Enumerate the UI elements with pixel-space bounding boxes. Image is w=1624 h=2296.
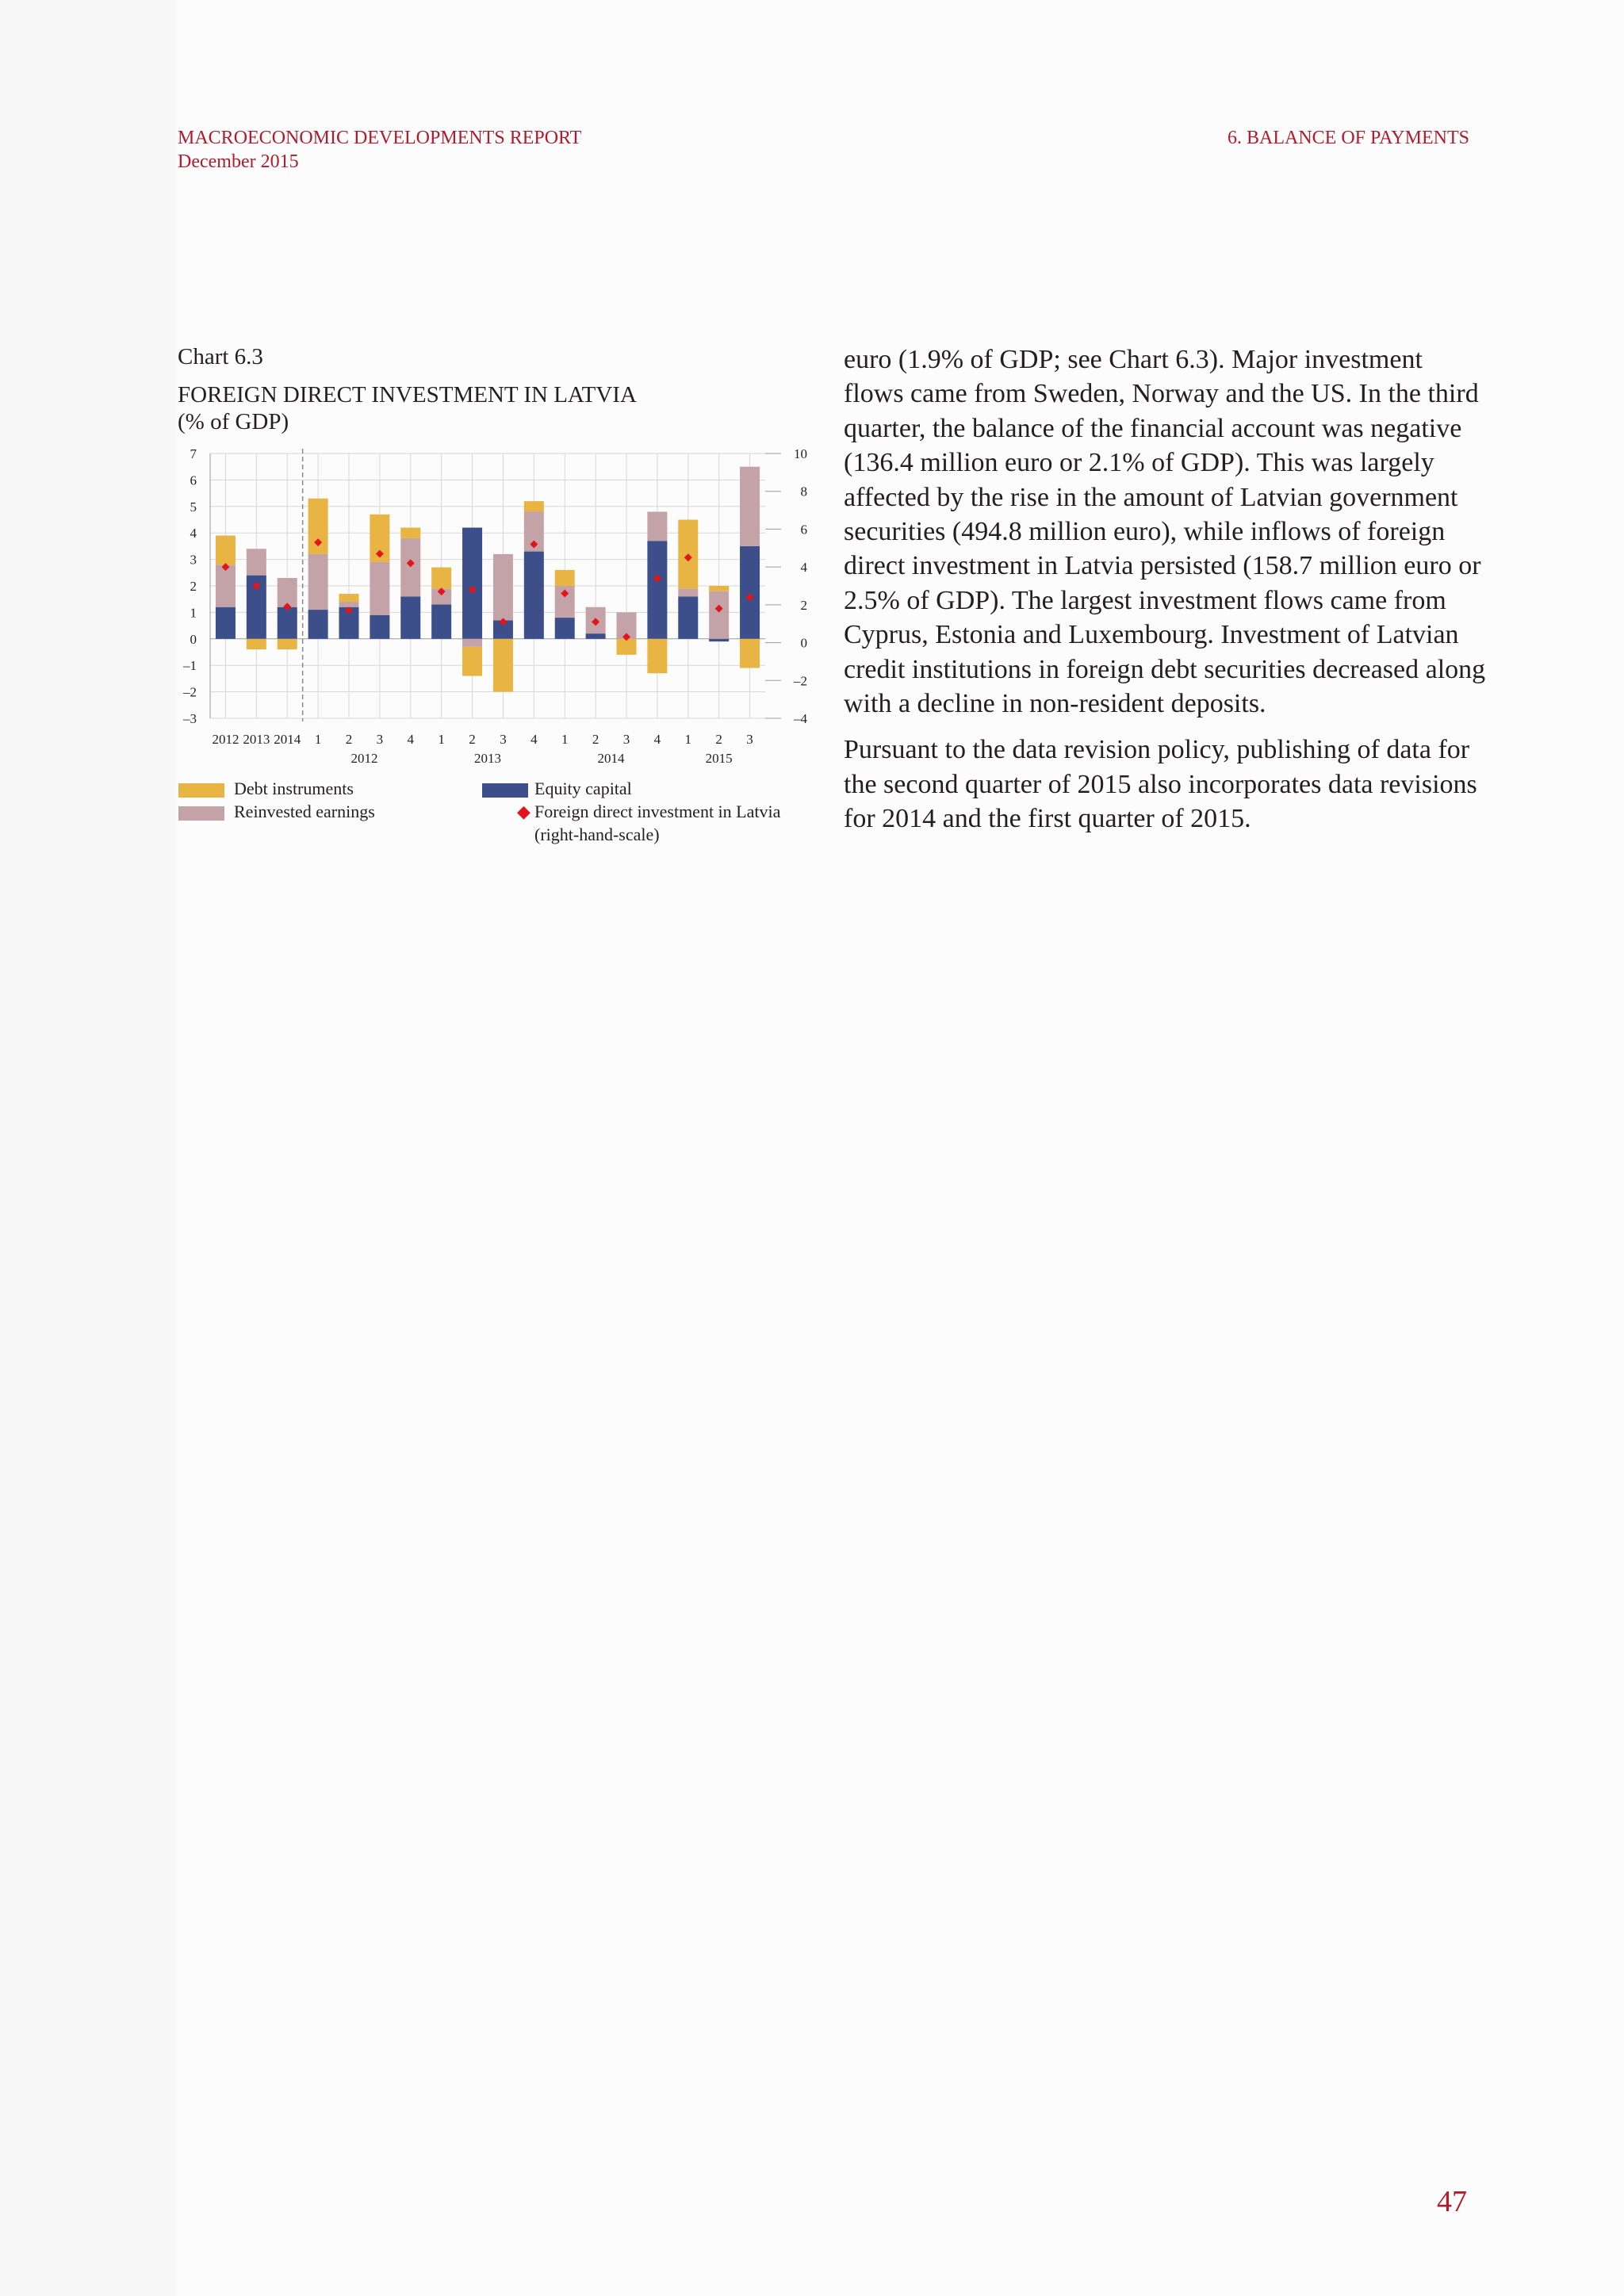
bar-debt-instruments: [431, 568, 451, 589]
bar-debt-instruments: [709, 586, 729, 591]
bar-reinvested-earnings: [493, 554, 513, 621]
right-tick-label: –2: [794, 673, 807, 689]
left-tick-label: –1: [183, 658, 197, 674]
legend-swatch-equity: [482, 783, 528, 798]
legend-swatch-debt: [178, 783, 224, 798]
legend-equity: Equity capital: [534, 779, 632, 798]
right-tick-label: 2: [800, 597, 807, 613]
bar-reinvested-earnings: [247, 549, 266, 575]
category-label: 2: [469, 732, 476, 747]
right-tick-label: 4: [800, 560, 807, 576]
bar-debt-instruments: [647, 639, 667, 673]
bar-reinvested-earnings: [308, 554, 328, 610]
bar-reinvested-earnings: [647, 511, 667, 541]
bar-equity-capital: [524, 552, 544, 639]
bar-debt-instruments: [555, 570, 575, 586]
bar-reinvested-earnings: [339, 602, 359, 607]
bar-debt-instruments: [462, 647, 482, 676]
bar-debt-instruments: [524, 501, 544, 511]
bar-debt-instruments: [247, 639, 266, 649]
right-tick-label: 10: [794, 446, 807, 461]
left-tick-label: 7: [190, 446, 197, 461]
category-label: 3: [376, 732, 384, 747]
bar-debt-instruments: [216, 536, 236, 565]
chart-unit: (% of GDP): [178, 409, 289, 434]
page-number: 47: [1437, 2185, 1467, 2218]
legend-fdi: Foreign direct investment in Latvia: [534, 802, 781, 821]
bar-equity-capital: [278, 607, 297, 639]
category-label: 1: [684, 732, 692, 747]
bar-reinvested-earnings: [740, 467, 760, 546]
bar-equity-capital: [678, 596, 698, 638]
bar-debt-instruments: [617, 639, 637, 655]
report-title: MACROECONOMIC DEVELOPMENTS REPORT: [178, 128, 582, 148]
bar-debt-instruments: [493, 639, 513, 692]
right-tick-label: 0: [800, 635, 807, 651]
category-label: 3: [746, 732, 753, 747]
left-tick-label: 5: [190, 499, 197, 515]
left-tick-label: 0: [190, 631, 197, 647]
bar-equity-capital: [586, 633, 606, 639]
right-tick-label: 6: [800, 522, 807, 538]
legend-diamond-icon: ◆: [517, 802, 530, 821]
bar-reinvested-earnings: [678, 588, 698, 596]
bar-debt-instruments: [400, 528, 420, 538]
bar-equity-capital: [462, 528, 482, 639]
left-tick-label: 6: [190, 473, 197, 488]
bar-equity-capital: [740, 546, 760, 639]
bar-reinvested-earnings: [709, 591, 729, 639]
bar-equity-capital: [709, 639, 729, 641]
bar-equity-capital: [647, 541, 667, 639]
bar-equity-capital: [555, 618, 575, 639]
bar-reinvested-earnings: [400, 538, 420, 596]
bar-equity-capital: [216, 607, 236, 639]
bar-reinvested-earnings: [370, 562, 389, 615]
bar-reinvested-earnings: [462, 639, 482, 647]
paragraph-2: Pursuant to the data revision policy, publishing of data for the second quarter of 2015 also incorporates data revisions for 2014 and the first quarter of 2015.: [844, 735, 1477, 834]
bar-equity-capital: [400, 596, 420, 638]
running-header-left: [178, 126, 581, 174]
legend-reinvested: Reinvested earnings: [234, 802, 375, 821]
legend-fdi-scale: (right-hand-scale): [534, 825, 660, 844]
bar-debt-instruments: [740, 639, 760, 668]
year-group-label: 2015: [705, 751, 733, 766]
report-date: December 2015: [178, 151, 299, 172]
paragraph-1: euro (1.9% of GDP; see Chart 6.3). Major investment flows came from Sweden, Norway and the US. In the third quarter, the balance of the financial account was negative (136.4 million euro or 2.1% of GDP). This was largely affected by the rise in the amount of Latvian government securities (494.8 million euro), while inflows of foreign direct investment in Latvia persisted (158.7 million euro or 2.5% of GDP). The largest investment flows came from Cyprus, Estonia and Luxembourg. Investment of Latvian credit institutions in foreign debt securities decreased along with a decline in non-resident deposits.: [844, 345, 1486, 719]
category-label: 2: [345, 732, 353, 747]
category-label: 4: [653, 732, 661, 747]
bar-equity-capital: [370, 615, 389, 639]
chart-number: Chart 6.3: [178, 344, 263, 369]
bar-reinvested-earnings: [278, 578, 297, 607]
left-tick-label: 2: [190, 579, 197, 594]
category-label: 3: [622, 732, 630, 747]
left-tick-label: 4: [190, 526, 197, 541]
chart-title: FOREIGN DIRECT INVESTMENT IN LATVIA: [178, 382, 637, 408]
left-tick-label: 1: [190, 605, 197, 621]
category-label: 3: [500, 732, 507, 747]
left-tick-label: –3: [183, 711, 197, 726]
legend-swatch-reinvested: [178, 806, 224, 821]
left-tick-label: 3: [190, 552, 197, 568]
fdi-chart: [167, 436, 825, 769]
category-label: 1: [561, 732, 569, 747]
category-label: 2: [715, 732, 722, 747]
category-label: 1: [314, 732, 322, 747]
bar-equity-capital: [431, 604, 451, 638]
category-label: 2012: [212, 732, 239, 747]
category-label: 2014: [274, 732, 301, 747]
left-tick-label: –2: [183, 684, 197, 700]
section-title: 6. BALANCE OF PAYMENTS: [1228, 128, 1469, 148]
bar-equity-capital: [308, 610, 328, 639]
category-label: 2: [592, 732, 599, 747]
year-group-label: 2014: [597, 751, 625, 766]
body-text: [844, 342, 1486, 848]
category-label: 2013: [243, 732, 270, 747]
category-label: 4: [407, 732, 415, 747]
category-label: 1: [438, 732, 445, 747]
right-tick-label: 8: [800, 484, 807, 499]
year-group-label: 2013: [474, 751, 501, 766]
year-group-label: 2012: [350, 751, 378, 766]
bar-debt-instruments: [339, 594, 359, 602]
right-tick-label: –4: [794, 711, 807, 726]
legend-debt: Debt instruments: [234, 779, 354, 798]
bar-debt-instruments: [278, 639, 297, 649]
category-label: 4: [530, 732, 538, 747]
bar-reinvested-earnings: [216, 564, 236, 607]
